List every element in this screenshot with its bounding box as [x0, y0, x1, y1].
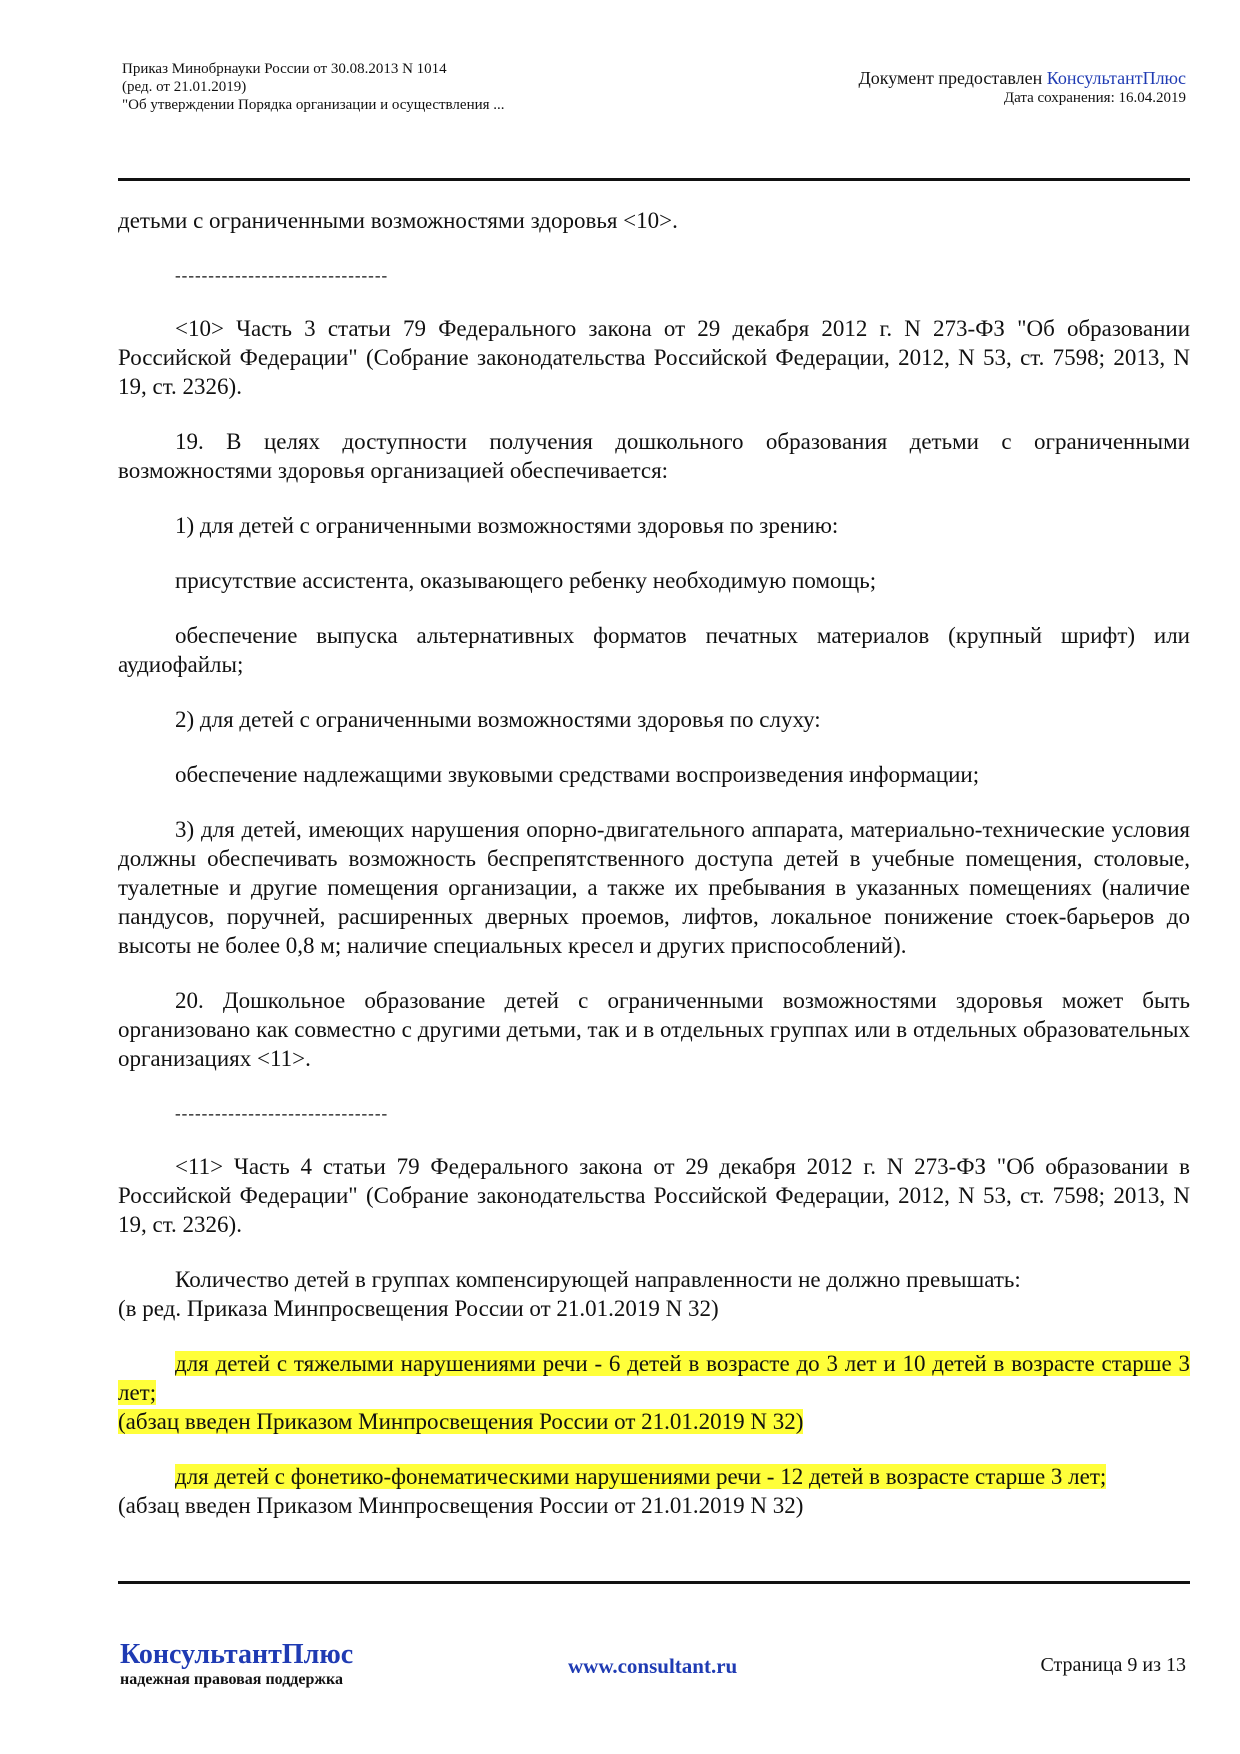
revision-note: (в ред. Приказа Минпросвещения России от 21.01.2019 N 32) [118, 1296, 719, 1321]
provider-link[interactable]: КонсультантПлюс [1046, 68, 1186, 88]
provided-by [858, 68, 1186, 88]
page-number: Страница 9 из 13 [1040, 1654, 1186, 1676]
logo-tagline: надежная правовая поддержка [120, 1671, 343, 1688]
paragraph-19-item-1: 1) для детей с ограниченными возможностями здоровья по зрению: [175, 513, 839, 538]
paragraph-phonetic-limit [118, 1462, 1190, 1491]
site-link[interactable]: www.consultant.ru [568, 1654, 738, 1678]
paragraph-19: 19. В целях доступности получения дошкольного образования детьми с ограниченными возможностями здоровья организацией обеспечивается: [118, 429, 1190, 483]
paragraph-19-item-1a: присутствие ассистента, оказывающего ребенку необходимую помощь; [175, 568, 877, 593]
consultant-logo [120, 1640, 353, 1690]
revision-note-phonetic: (абзац введен Приказом Минпросвещения России от 21.01.2019 N 32) [118, 1493, 804, 1518]
saved-date: Дата сохранения: 16.04.2019 [1003, 90, 1186, 106]
doc-title-line3: "Об утверждении Порядка организации и осуществления ... [122, 97, 505, 113]
highlight-speech-note: (абзац введен Приказом Минпросвещения России от 21.01.2019 N 32) [118, 1409, 804, 1434]
paragraph-19-item-1b: обеспечение выпуска альтернативных форматов печатных материалов (крупный шрифт) или аудиофайлы; [118, 623, 1190, 677]
footer-divider [118, 1581, 1190, 1584]
highlight-speech: для детей с тяжелыми нарушениями речи - 6 детей в возрасте до 3 лет и 10 детей в возрасте старше 3 лет; [118, 1351, 1190, 1405]
paragraph-19-item-2a: обеспечение надлежащими звуковыми средствами воспроизведения информации; [175, 762, 980, 787]
doc-title-line1: Приказ Минобрнауки России от 30.08.2013 N 1014 [122, 61, 447, 77]
footnote-separator: -------------------------------- [175, 266, 389, 285]
document-header-info [122, 60, 505, 114]
paragraph-19-item-2: 2) для детей с ограниченными возможностями здоровья по слуху: [175, 707, 821, 732]
provided-label: Документ предоставлен [858, 68, 1043, 88]
paragraph-20: 20. Дошкольное образование детей с ограниченными возможностями здоровья может быть организовано как совместно с другими детьми, так и в отдельных группах или в отдельных образовательных организациях <11>. [118, 988, 1190, 1071]
footnote-separator: -------------------------------- [175, 1104, 389, 1123]
paragraph-speech-limit [118, 1349, 1190, 1407]
revision-note-speech [118, 1407, 1190, 1436]
paragraph-continuation: детьми с ограниченными возможностями здоровья <10>. [118, 208, 678, 233]
document-body [118, 206, 1190, 1546]
provider-info [858, 68, 1186, 108]
highlight-phonetic: для детей с фонетико-фонематическими нарушениями речи - 12 детей в возрасте старше 3 лет; [175, 1464, 1107, 1489]
footnote-10: <10> Часть 3 статьи 79 Федерального закона от 29 декабря 2012 г. N 273-ФЗ "Об образовании Российской Федерации" (Собрание законодательства Российской Федерации, 2012, N 53, ст. 7598; 2013, N 19, ст. 2326). [118, 316, 1190, 399]
header-divider [118, 178, 1190, 181]
paragraph-group-count: Количество детей в группах компенсирующей направленности не должно превышать: [175, 1267, 1021, 1292]
logo-title: КонсультантПлюс [120, 1639, 354, 1670]
paragraph-19-item-3: 3) для детей, имеющих нарушения опорно-двигательного аппарата, материально-технические условия должны обеспечивать возможность беспрепятственного доступа детей в учебные помещения, столовые, туалетные и другие помещения организации, а также их пребывания в указанных помещениях (наличие пандусов, поручней, расширенных дверных проемов, лифтов, локальное понижение стоек-барьеров до высоты не более 0,8 м; наличие специальных кресел и других приспособлений). [118, 817, 1190, 958]
footnote-11: <11> Часть 4 статьи 79 Федерального закона от 29 декабря 2012 г. N 273-ФЗ "Об образовании в Российской Федерации" (Собрание законодательства Российской Федерации, 2012, N 53, ст. 7598; 2013, N 19, ст. 2326). [118, 1154, 1190, 1237]
doc-revision-line: (ред. от 21.01.2019) [122, 79, 247, 95]
